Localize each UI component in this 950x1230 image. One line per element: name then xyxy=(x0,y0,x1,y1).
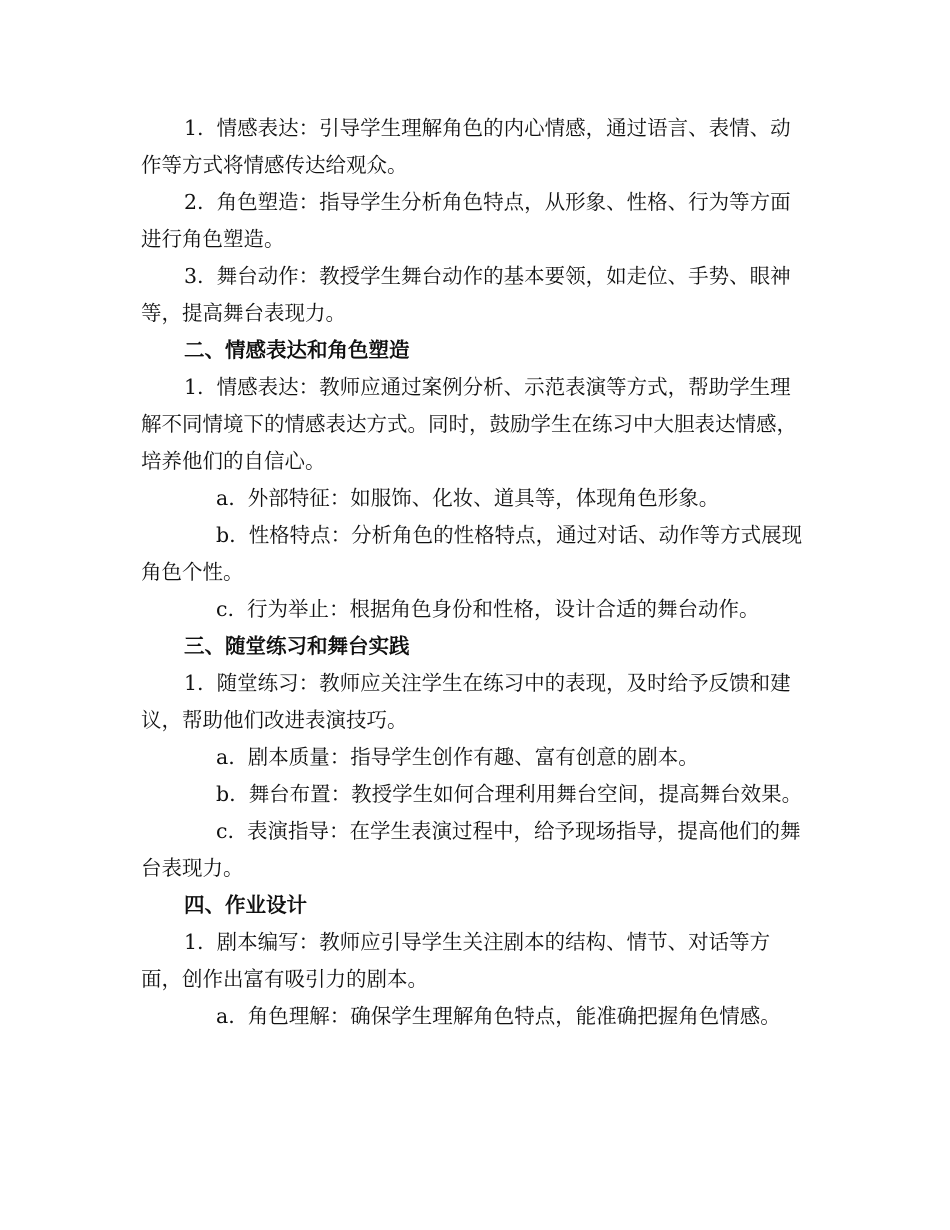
section-heading: 三、随堂练习和舞台实践 xyxy=(184,634,410,658)
item-letter: b. xyxy=(216,782,236,806)
list-item xyxy=(141,184,807,258)
item-number: 1. xyxy=(184,375,204,399)
section-heading: 四、作业设计 xyxy=(184,893,307,917)
item-number: 2. xyxy=(184,190,204,214)
list-item xyxy=(141,110,807,184)
section-heading: 二、情感表达和角色塑造 xyxy=(184,338,410,362)
list-item xyxy=(141,369,807,480)
item-letter: a. xyxy=(216,486,235,510)
sub-list-item xyxy=(141,591,807,628)
item-text: 情感表达：教师应通过案例分析、示范表演等方式，帮助学生理解不同情境下的情感表达方式。同时，鼓励学生在练习中大胆表达情感，培养他们的自信心。 xyxy=(141,375,797,473)
item-letter: b. xyxy=(216,523,236,547)
item-text: 剧本编写：教师应引导学生关注剧本的结构、情节、对话等方面，创作出富有吸引力的剧本。 xyxy=(141,930,771,991)
document-body xyxy=(141,110,807,1035)
item-text: 表演指导：在学生表演过程中，给予现场指导，提高他们的舞台表现力。 xyxy=(141,819,801,880)
sub-list-item xyxy=(141,813,807,887)
list-item xyxy=(141,258,807,332)
item-text: 随堂练习：教师应关注学生在练习中的表现，及时给予反馈和建议，帮助他们改进表演技巧。 xyxy=(141,671,791,732)
list-item xyxy=(141,924,807,998)
item-letter: c. xyxy=(216,597,234,621)
list-item xyxy=(141,665,807,739)
item-text: 行为举止：根据角色身份和性格，设计合适的舞台动作。 xyxy=(247,597,760,621)
item-number: 1. xyxy=(184,671,204,695)
item-text: 外部特征：如服饰、化妆、道具等，体现角色形象。 xyxy=(247,486,720,510)
item-text: 舞台动作：教授学生舞台动作的基本要领，如走位、手势、眼神等，提高舞台表现力。 xyxy=(141,264,791,325)
item-number: 1. xyxy=(184,116,204,140)
item-text: 性格特点：分析角色的性格特点，通过对话、动作等方式展现角色个性。 xyxy=(141,523,803,584)
item-number: 1. xyxy=(184,930,204,954)
sub-list-item xyxy=(141,480,807,517)
sub-list-item xyxy=(141,517,807,591)
item-text: 角色塑造：指导学生分析角色特点，从形象、性格、行为等方面进行角色塑造。 xyxy=(141,190,791,251)
item-text: 情感表达：引导学生理解角色的内心情感，通过语言、表情、动作等方式将情感传达给观众。 xyxy=(141,116,791,177)
item-letter: a. xyxy=(216,1004,235,1028)
item-text: 剧本质量：指导学生创作有趣、富有创意的剧本。 xyxy=(247,745,699,769)
item-letter: c. xyxy=(216,819,234,843)
item-text: 舞台布置：教授学生如何合理利用舞台空间，提高舞台效果。 xyxy=(248,782,803,806)
sub-list-item xyxy=(141,739,807,776)
sub-list-item xyxy=(141,776,807,813)
sub-list-item xyxy=(141,998,807,1035)
item-number: 3. xyxy=(184,264,204,288)
item-text: 角色理解：确保学生理解角色特点，能准确把握角色情感。 xyxy=(247,1004,781,1028)
item-letter: a. xyxy=(216,745,235,769)
